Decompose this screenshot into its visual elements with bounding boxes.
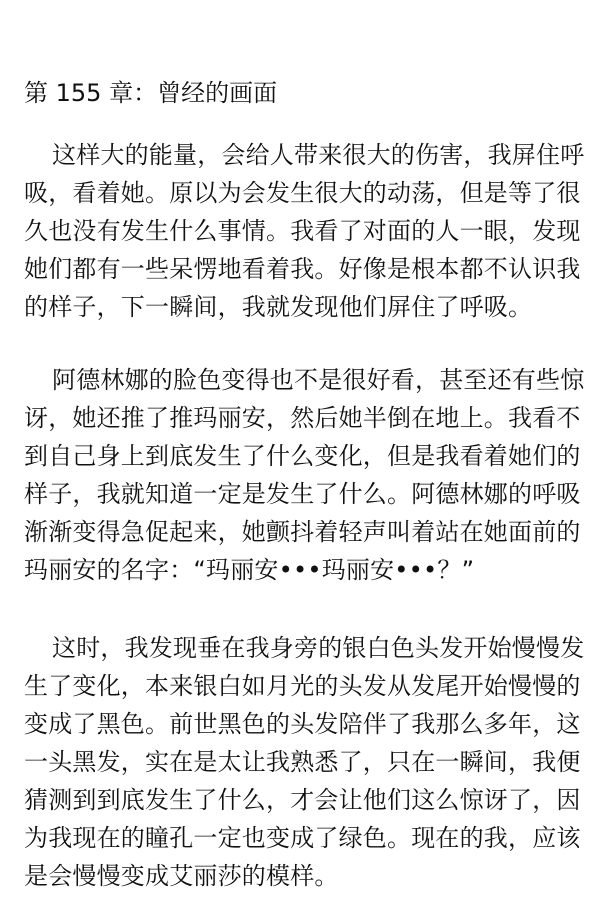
text-line: 变成了黑色。前世黑色的头发陪伴了我那么多年，这 bbox=[24, 710, 581, 738]
text-line: 生了变化，本来银白如月光的头发从发尾开始慢慢的 bbox=[24, 672, 581, 700]
text-line: 久也没有发生什么事情。我看了对面的人一眼，发现 bbox=[24, 217, 581, 245]
text-line: 到自己身上到底发生了什么变化，但是我看着她们的 bbox=[24, 442, 581, 470]
paragraph bbox=[24, 629, 584, 895]
text-line: 是会慢慢变成艾丽莎的模样。 bbox=[24, 862, 339, 890]
text-line: 玛丽安的名字：“玛丽安•••玛丽安•••？” bbox=[24, 556, 475, 584]
text-line: 猜测到到底发生了什么，才会让他们这么惊讶了，因 bbox=[24, 786, 581, 814]
paragraph bbox=[24, 361, 584, 589]
text-line: 阿德林娜的脸色变得也不是很好看，甚至还有些惊 bbox=[52, 366, 585, 394]
text-line: 样子，我就知道一定是发生了什么。阿德林娜的呼吸 bbox=[24, 480, 581, 508]
text-line: 为我现在的瞳孔一定也变成了绿色。现在的我，应该 bbox=[24, 824, 581, 852]
chapter-title: 第 155 章：曾经的画面 bbox=[24, 79, 278, 107]
text-line: 一头黑发，实在是太让我熟悉了，只在一瞬间，我便 bbox=[24, 748, 581, 776]
text-line: 渐渐变得急促起来，她颤抖着轻声叫着站在她面前的 bbox=[24, 518, 581, 546]
text-line: 这样大的能量，会给人带来很大的伤害，我屏住呼 bbox=[52, 141, 585, 169]
paragraph bbox=[24, 136, 584, 326]
text-line: 她们都有一些呆愣地看着我。好像是根本都不认识我 bbox=[24, 255, 581, 283]
text-line: 讶，她还推了推玛丽安，然后她半倒在地上。我看不 bbox=[24, 404, 581, 432]
text-line: 的样子，下一瞬间，我就发现他们屏住了呼吸。 bbox=[24, 293, 533, 321]
text-line: 吸，看着她。原以为会发生很大的动荡，但是等了很 bbox=[24, 179, 581, 207]
text-line: 这时，我发现垂在我身旁的银白色头发开始慢慢发 bbox=[52, 634, 585, 662]
